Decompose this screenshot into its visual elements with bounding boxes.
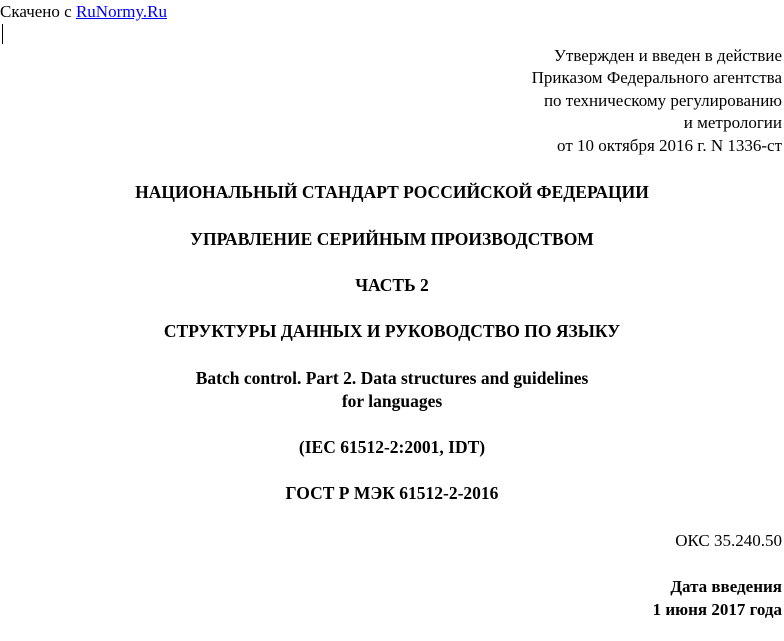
- effective-date: 1 июня 2017 года: [652, 600, 782, 619]
- approval-line-3: по техническому регулированию: [543, 90, 782, 110]
- source-line: [0, 2, 167, 22]
- approval-line-5: от 10 октября 2016 г. N 1336-ст: [557, 135, 782, 155]
- english-title: [0, 367, 784, 413]
- source-link[interactable]: RuNormy.Ru: [75, 2, 167, 21]
- gost-number: ГОСТ Р МЭК 61512-2-2016: [285, 483, 499, 503]
- approval-line-1: Утвержден и введен в действие: [553, 46, 782, 65]
- effective-date-label: Дата введения: [670, 577, 782, 596]
- oks-code: ОКС 35.240.50: [675, 531, 782, 550]
- part-heading: ЧАСТЬ 2: [355, 275, 429, 295]
- approval-line-4: и метрологии: [683, 113, 782, 133]
- standard-title: УПРАВЛЕНИЕ СЕРИЙНЫМ ПРОИЗВОДСТВОМ: [190, 229, 594, 249]
- approval-block: [532, 45, 782, 157]
- iec-reference: (IEC 61512-2:2001, IDT): [298, 437, 486, 457]
- english-title-line-1: Batch control. Part 2. Data structures and guidelines: [195, 368, 589, 388]
- english-title-line-2: for languages: [341, 391, 443, 411]
- source-prefix: Скачено с: [0, 2, 76, 21]
- standard-type-heading: НАЦИОНАЛЬНЫЙ СТАНДАРТ РОССИЙСКОЙ ФЕДЕРАЦИИ: [135, 182, 649, 202]
- text-cursor: [2, 24, 3, 44]
- standard-subtitle: СТРУКТУРЫ ДАННЫХ И РУКОВОДСТВО ПО ЯЗЫКУ: [163, 321, 621, 341]
- approval-line-2: Приказом Федерального агентства: [531, 68, 782, 88]
